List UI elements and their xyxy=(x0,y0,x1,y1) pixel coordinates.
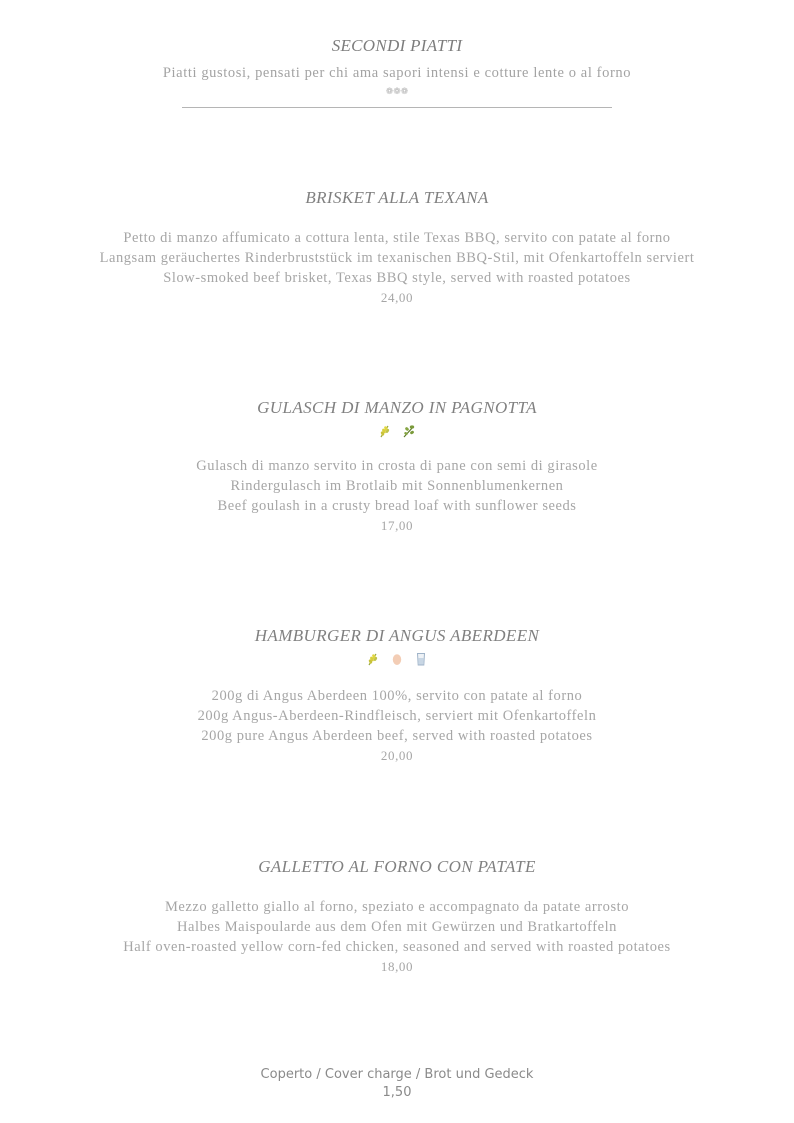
section-divider xyxy=(182,107,612,108)
dish-description-de: Halbes Maispoularde aus dem Ofen mit Gewürzen und Bratkartoffeln xyxy=(176,919,617,935)
dish-description-en: 200g pure Angus Aberdeen beef, served with roasted potatoes xyxy=(201,728,593,744)
section-title: SECONDI PIATTI xyxy=(331,36,463,55)
gluten-wheat-icon xyxy=(366,652,380,666)
dish-price: 24,00 xyxy=(380,290,414,305)
dish-name: GALLETTO AL FORNO CON PATATE xyxy=(258,857,536,876)
menu-item-galletto xyxy=(0,857,794,977)
dish-description-it: 200g di Angus Aberdeen 100%, servito con patate al forno xyxy=(211,688,583,704)
dish-description-it: Mezzo galletto giallo al forno, speziato e accompagnato da patate arrosto xyxy=(164,899,630,915)
menu-item-hamburger xyxy=(0,626,794,766)
dish-price: 17,00 xyxy=(380,518,414,533)
egg-icon xyxy=(390,652,404,666)
milk-icon xyxy=(414,652,428,666)
dish-price: 18,00 xyxy=(380,959,414,974)
allergen-icons xyxy=(0,648,794,670)
section-subtitle: Piatti gustosi, pensati per chi ama sapori intensi e cotture lente o al forno xyxy=(162,65,632,81)
dish-description-it: Gulasch di manzo servito in crosta di pane con semi di girasole xyxy=(196,458,598,474)
dish-name: GULASCH DI MANZO IN PAGNOTTA xyxy=(257,398,537,417)
menu-item-gulasch xyxy=(0,398,794,536)
dish-description-de: Rindergulasch im Brotlaib mit Sonnenblumenkernen xyxy=(230,478,564,494)
dish-name: HAMBURGER DI ANGUS ABERDEEN xyxy=(254,626,540,645)
cover-charge-price: 1,50 xyxy=(382,1085,412,1100)
dish-name: BRISKET ALLA TEXANA xyxy=(305,188,489,207)
ornament-flowers-icon: ❁❁❁ xyxy=(385,87,409,97)
dish-description-it: Petto di manzo affumicato a cottura lenta, stile Texas BBQ, servito con patate al forno xyxy=(123,230,671,246)
dish-description-en: Beef goulash in a crusty bread loaf with sunflower seeds xyxy=(217,498,577,514)
dish-description-en: Slow-smoked beef brisket, Texas BBQ style, served with roasted potatoes xyxy=(163,270,631,286)
dish-description-de: Langsam geräuchertes Rinderbruststück im texanischen BBQ-Stil, mit Ofenkartoffeln serviert xyxy=(99,250,695,266)
gluten-wheat-icon xyxy=(378,424,392,438)
celery-icon xyxy=(402,424,416,438)
dish-description-de: 200g Angus-Aberdeen-Rindfleisch, serviert mit Ofenkartoffeln xyxy=(197,708,597,724)
allergen-icons xyxy=(0,420,794,442)
dish-description-en: Half oven-roasted yellow corn-fed chicken, seasoned and served with roasted potatoes xyxy=(123,939,671,955)
dish-price: 20,00 xyxy=(380,748,414,763)
menu-item-brisket xyxy=(0,188,794,308)
cover-charge-label: Coperto / Cover charge / Brot und Gedeck xyxy=(260,1067,534,1082)
